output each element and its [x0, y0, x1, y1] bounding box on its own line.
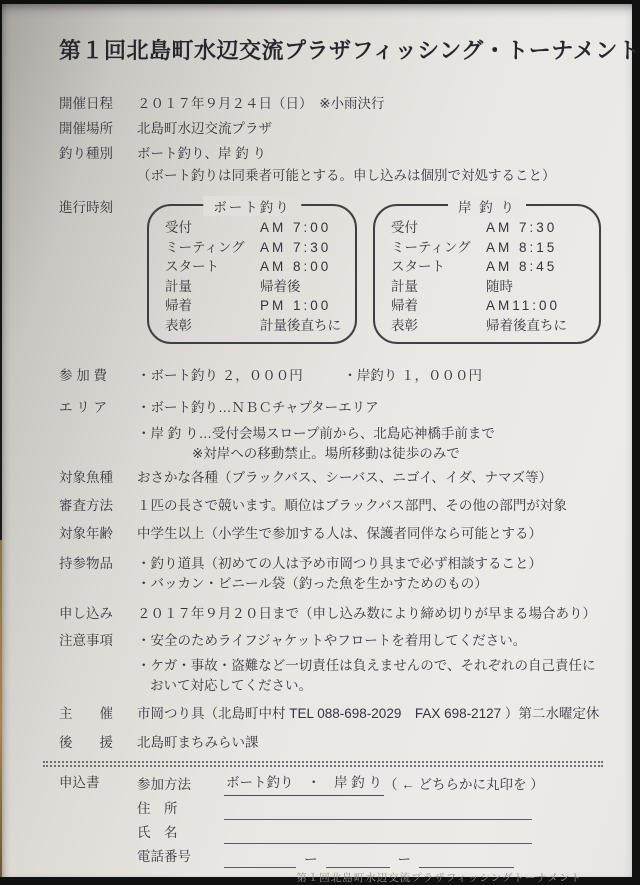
form-row-name — [137, 821, 602, 844]
phone-dash: ー — [304, 852, 318, 867]
schedule-row — [165, 296, 343, 316]
detail-row-bring-2 — [59, 574, 602, 594]
detail-row-area-2 — [59, 424, 602, 444]
detail-text: ・安全のためライフジャケットやフロートを着用してください。 — [137, 633, 527, 648]
detail-row-support — [59, 733, 602, 753]
phone-dash: ー — [397, 852, 411, 867]
form-body — [137, 771, 602, 885]
schedule-box-boat — [147, 200, 357, 344]
detail-text: ・ボート釣り ２，０００円 ・岸釣り １，０００円 — [137, 368, 483, 383]
info-label: 釣り種別 — [59, 146, 113, 161]
detail-text: 市岡つり具（北島町中村 TEL 088-698-2029 FAX 698-2127 ）第二水曜定休 — [137, 706, 600, 721]
schedule-key: 表彰 — [165, 317, 192, 333]
schedule-value: 帰着後直ちに — [486, 317, 567, 333]
name-blank-line — [224, 826, 532, 844]
info-value: ボート釣り、岸 釣 り — [137, 146, 267, 161]
detail-label-spacer — [59, 574, 137, 594]
dotted-separator — [43, 761, 603, 767]
schedule-value: AM 8:00 — [260, 259, 332, 274]
form-label: 申込書 — [59, 775, 100, 790]
detail-label-spacer — [59, 444, 137, 464]
detail-label-spacer — [59, 656, 137, 676]
phone-segment — [419, 852, 514, 868]
footer-watermark: 第１回北島町水辺交流プラザフィッシングトーナメント — [296, 872, 582, 884]
detail-text: おさかな各種（ブラックバス、シーバス、ニゴイ、イダ、ナマズ等） — [137, 470, 553, 485]
schedule-key: スタート — [391, 259, 445, 274]
detail-text: ・ボート釣り…ＮＢＣチャプターエリア — [137, 400, 379, 415]
detail-label: 持参物品 — [59, 556, 113, 571]
schedule-key: 帰着 — [165, 298, 192, 313]
fishing-type-note: （ボート釣りは同乗者可能とする。申し込みは個別で対処すること） — [137, 168, 556, 183]
detail-label-spacer — [59, 424, 137, 444]
schedule-value: 計量後直ちに — [260, 317, 341, 333]
phone-blank-line — [224, 851, 514, 868]
form-row-address — [137, 797, 602, 820]
detail-row-area — [59, 398, 602, 418]
schedule-label: 進行時刻 — [59, 200, 113, 215]
schedule-row — [391, 296, 587, 316]
form-key: 電話番号 — [137, 849, 191, 864]
schedule-key: ミーティング — [165, 239, 245, 255]
schedule-row — [391, 238, 587, 258]
phone-segment — [326, 852, 390, 868]
method-note: （ ← どちらかに丸印を ） — [384, 777, 544, 792]
schedule-value: AM 7:30 — [486, 220, 558, 235]
phone-segment — [224, 852, 296, 868]
form-key: 参加方法 — [137, 777, 191, 792]
info-row-fishing-type — [59, 141, 602, 166]
schedule-key: 帰着 — [391, 298, 418, 313]
detail-label: 対象魚種 — [59, 470, 113, 485]
detail-text: ※対岸への移動禁止。場所移動は徒歩のみで — [192, 446, 460, 461]
address-blank-line — [224, 802, 532, 820]
event-info — [59, 91, 602, 186]
schedule-box-boat-title: ボート釣り — [203, 196, 301, 216]
detail-row-age — [59, 524, 602, 544]
schedule-value: AM 8:15 — [486, 239, 558, 255]
schedule-box-shore — [373, 200, 601, 344]
form-row-method — [137, 771, 602, 796]
info-value: 北島町水辺交流プラザ — [137, 121, 272, 136]
detail-row-host — [59, 704, 602, 724]
form-key: 住 所 — [137, 801, 178, 816]
schedule-row — [391, 316, 587, 336]
schedule-row — [165, 238, 343, 258]
flyer-paper — [2, 4, 640, 884]
detail-label: 対象年齢 — [59, 526, 113, 541]
schedule-key: 表彰 — [391, 317, 418, 333]
schedule-key: 計量 — [165, 278, 192, 294]
schedule-row — [165, 277, 343, 297]
detail-text: ・釣り道具（初めての人は予め市岡つり具まで必ず相談すること） — [137, 556, 542, 571]
info-label: 開催日程 — [59, 96, 113, 111]
schedule-value: AM 7:00 — [260, 220, 332, 235]
details-section — [59, 366, 602, 753]
detail-text: ・ケガ・事故・盗難など一切責任は負えませんので、それぞれの自己責任に — [137, 658, 596, 673]
detail-label: 注意事項 — [59, 633, 113, 648]
detail-label: エ リ ア — [59, 400, 108, 415]
detail-text: ２０１７年９月２０日まで（申し込み数により締め切りが早まる場合あり） — [137, 606, 596, 621]
schedule-key: 受付 — [165, 220, 192, 235]
detail-text: ・岸 釣 り…受付会場スロープ前から、北島応神橋手前まで — [137, 426, 495, 441]
schedule-key: スタート — [165, 259, 219, 274]
schedule-row — [165, 316, 343, 336]
page-title: 第１回北島町水辺交流プラザフィッシング・トーナメント — [59, 38, 640, 63]
detail-label: 審査方法 — [59, 498, 113, 513]
detail-row-notes-2 — [59, 656, 602, 676]
info-row-date — [59, 91, 602, 116]
method-options: ボート釣り ・ 岸 釣 り — [224, 771, 384, 796]
detail-row-notes-3 — [59, 676, 602, 696]
detail-text: おいて対応してください。 — [150, 678, 312, 693]
detail-text: １匹の長さで競います。順位はブラックバス部門、その他の部門が対象 — [137, 498, 567, 513]
detail-text: ・バッカン・ビニール袋（釣った魚を生かすためのもの） — [137, 576, 488, 591]
schedule-key: ミーティング — [391, 239, 471, 255]
schedule-key: 計量 — [391, 278, 418, 294]
info-label: 開催場所 — [59, 121, 113, 136]
schedule-row — [165, 257, 343, 277]
schedule-value: 随時 — [486, 278, 513, 294]
application-form — [59, 771, 602, 885]
schedule-row — [391, 257, 587, 277]
detail-label: 申し込み — [59, 606, 113, 621]
detail-row-bring — [59, 554, 602, 574]
detail-row-fish — [59, 468, 602, 488]
detail-label-spacer — [59, 676, 137, 696]
form-key: 氏 名 — [137, 825, 178, 840]
detail-row-notes — [59, 631, 602, 651]
detail-row-area-3 — [59, 444, 602, 464]
schedule-box-shore-title: 岸 釣 り — [448, 196, 526, 216]
schedule-row — [391, 277, 587, 297]
detail-text: 北島町まちみらい課 — [137, 735, 259, 750]
detail-row-judging — [59, 496, 602, 516]
schedule-value: AM 8:45 — [486, 259, 558, 274]
detail-label: 参 加 費 — [59, 368, 108, 383]
info-value: ２０１７年９月２４日（日） ※小雨決行 — [137, 96, 385, 111]
detail-text: 中学生以上（小学生で参加する人は、保護者同伴なら可能とする） — [137, 526, 542, 541]
detail-label: 主 催 — [59, 706, 113, 721]
schedule-value: AM11:00 — [486, 298, 561, 313]
detail-row-fee — [59, 366, 602, 386]
form-row-phone — [137, 845, 602, 868]
schedule-row — [165, 218, 343, 238]
info-row-place — [59, 116, 602, 141]
schedule-value: 帰着後 — [260, 278, 301, 294]
schedule-value: AM 7:30 — [260, 239, 332, 255]
schedule-value: PM 1:00 — [260, 298, 332, 313]
schedule-section — [59, 198, 602, 344]
schedule-row — [391, 218, 587, 238]
detail-label: 後 援 — [59, 735, 113, 750]
detail-row-apply — [59, 604, 602, 624]
schedule-key: 受付 — [391, 220, 418, 235]
